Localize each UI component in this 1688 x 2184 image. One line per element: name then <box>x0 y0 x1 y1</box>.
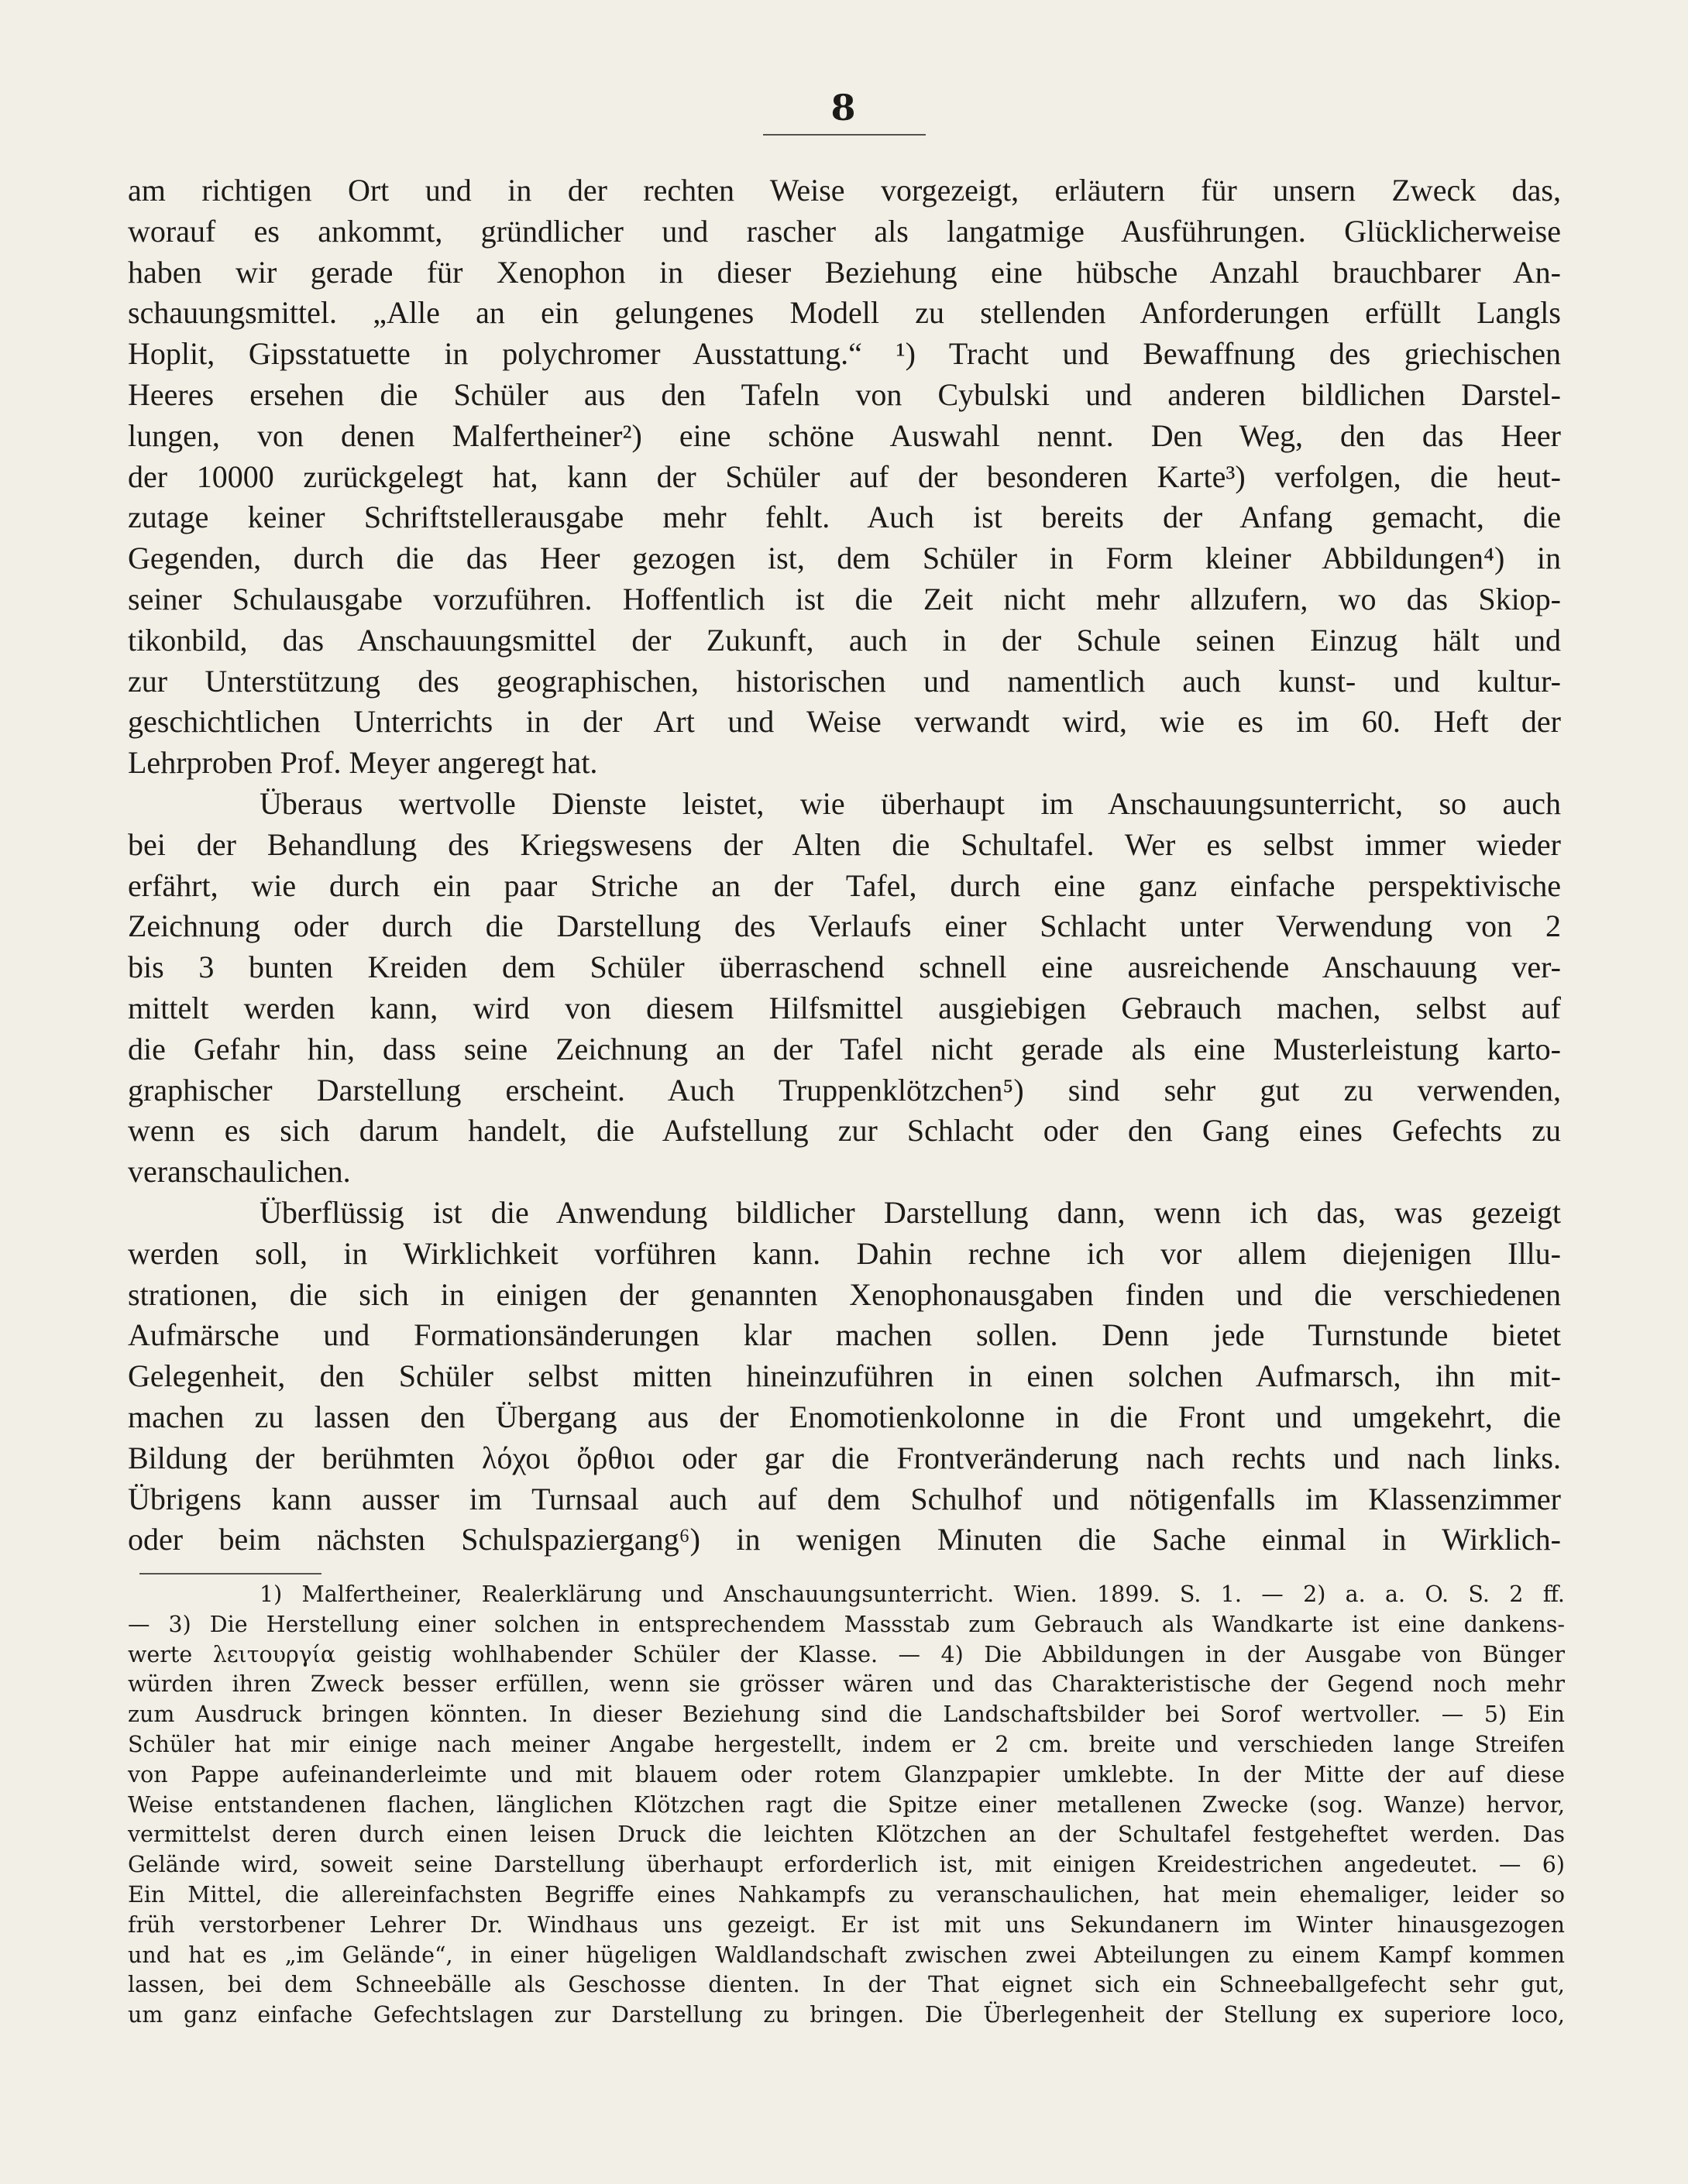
body-line: bis 3 bunten Kreiden dem Schüler überraschend schnell eine ausreichende Anschauung ver- <box>128 949 1561 985</box>
body-line: Gegenden, durch die das Heer gezogen ist, dem Schüler in Form kleiner Abbildungen⁴) in <box>128 541 1561 576</box>
body-line: geschichtlichen Unterrichts in der Art und Weise verwandt wird, wie es im 60. Heft der <box>128 704 1561 740</box>
body-line: worauf es ankommt, gründlicher und rascher als langatmige Ausführungen. Glücklicherweise <box>128 213 1561 249</box>
footnote-rule <box>139 1573 321 1574</box>
body-line: bei der Behandlung des Kriegswesens der Alten die Schultafel. Wer es selbst immer wieder <box>128 826 1561 862</box>
body-line: lungen, von denen Malfertheiner²) eine schöne Auswahl nennt. Den Weg, den das Heer <box>128 417 1561 453</box>
body-line: werden soll, in Wirklichkeit vorführen kann. Dahin rechne ich vor allem diejenigen Illu- <box>128 1235 1561 1271</box>
page-number: 8 <box>830 87 858 129</box>
footnote-line: Gelände wird, soweit seine Darstellung überhaupt erforderlich ist, mit einigen Kreidestrichen angedeutet. — 6) <box>128 1852 1565 1878</box>
body-line: Gelegenheit, den Schüler selbst mitten hineinzuführen in einen solchen Aufmarsch, ihn mit- <box>128 1358 1561 1394</box>
body-line: strationen, die sich in einigen der genannten Xenophonausgaben finden und die verschiedenen <box>128 1276 1561 1312</box>
body-line: haben wir gerade für Xenophon in dieser Beziehung eine hübsche Anzahl brauchbarer An- <box>128 254 1561 290</box>
footnote-line: Schüler hat mir einige nach meiner Angabe hergestellt, indem er 2 cm. breite und verschieden lange Streifen <box>128 1731 1565 1757</box>
footnote-line: früh verstorbener Lehrer Dr. Windhaus uns gezeigt. Er ist mit uns Sekundanern im Winter hinausgezogen <box>128 1911 1565 1938</box>
footnote-line: von Pappe aufeinanderleimte und mit blauem oder rotem Glanzpapier umklebte. In der Mitte der auf diese <box>128 1761 1565 1787</box>
footnote-line: zum Ausdruck bringen könnten. In dieser Beziehung sind die Landschaftsbilder bei Sorof wertvoller. — 5) Ein <box>128 1702 1565 1728</box>
body-line: Hoplit, Gipsstatuette in polychromer Ausstattung.“ ¹) Tracht und Bewaffnung des griechischen <box>128 336 1561 372</box>
footnote-line: Weise entstandenen flachen, länglichen Klötzchen ragt die Spitze einer metallenen Zwecke (sog. Wanze) hervor, <box>128 1791 1565 1818</box>
footnote-line: Ein Mittel, die allereinfachsten Begriffe eines Nahkampfs zu veranschaulichen, hat mein ehemaliger, leider so <box>128 1881 1565 1908</box>
body-line: mittelt werden kann, wird von diesem Hilfsmittel ausgiebigen Gebrauch machen, selbst auf <box>128 990 1561 1025</box>
body-line: Übrigens kann ausser im Turnsaal auch auf dem Schulhof und nötigenfalls im Klassenzimmer <box>128 1481 1561 1516</box>
body-line: machen zu lassen den Übergang aus der Enomotienkolonne in die Front und umgekehrt, die <box>128 1399 1561 1434</box>
body-line: Lehrproben Prof. Meyer angeregt hat. <box>128 745 598 781</box>
footnote-line: lassen, bei dem Schneebälle als Geschosse dienten. In der That eignet sich ein Schneeballgefecht sehr gut, <box>128 1972 1565 1998</box>
body-line: oder beim nächsten Schulspaziergang⁶) in wenigen Minuten die Sache einmal in Wirklich- <box>128 1522 1561 1557</box>
footnote-line: werte λειτουργία geistig wohlhabender Schüler der Klasse. — 4) Die Abbildungen in der Ausgabe von Bünger <box>128 1641 1565 1667</box>
body-line: die Gefahr hin, dass seine Zeichnung an der Tafel nicht gerade als eine Musterleistung karto- <box>128 1031 1561 1066</box>
footnote-line: würden ihren Zweck besser erfüllen, wenn sie grösser wären und das Charakteristische der Gegend noch mehr <box>128 1671 1565 1698</box>
body-line: Überflüssig ist die Anwendung bildlicher Darstellung dann, wenn ich das, was gezeigt <box>260 1194 1561 1230</box>
body-line: Bildung der berühmten λόχοι ὄρθιοι oder gar die Frontveränderung nach rechts und nach links. <box>128 1440 1561 1475</box>
body-text <box>128 170 1561 1561</box>
body-line: tikonbild, das Anschauungsmittel der Zukunft, auch in der Schule seinen Einzug hält und <box>128 622 1561 658</box>
body-line: schauungsmittel. „Alle an ein gelungenes Modell zu stellenden Anforderungen erfüllt Langls <box>128 295 1561 331</box>
footnote-line: vermittelst deren durch einen leisen Druck die leichten Klötzchen an der Schultafel festgeheftet werden. Das <box>128 1822 1565 1848</box>
body-line: seiner Schulausgabe vorzuführen. Hoffentlich ist die Zeit nicht mehr allzufern, wo das Skiop- <box>128 581 1561 616</box>
footnote-line: — 3) Die Herstellung einer solchen in entsprechendem Massstab zum Gebrauch als Wandkarte ist eine dankens- <box>128 1611 1565 1637</box>
footnote-line: und hat es „im Gelände“, in einer hügeligen Waldlandschaft zwischen zwei Abteilungen zu einem Kampf kommen <box>128 1942 1565 1968</box>
body-line: Aufmärsche und Formationsänderungen klar machen sollen. Denn jede Turnstunde bietet <box>128 1317 1561 1353</box>
body-line: zutage keiner Schriftstellerausgabe mehr fehlt. Auch ist bereits der Anfang gemacht, die <box>128 500 1561 535</box>
header-rule <box>763 134 926 136</box>
body-line: graphischer Darstellung erscheint. Auch Truppenklötzchen⁵) sind sehr gut zu verwenden, <box>128 1072 1561 1107</box>
body-line: am richtigen Ort und in der rechten Weise vorgezeigt, erläutern für unsern Zweck das, <box>128 173 1561 208</box>
body-line: der 10000 zurückgelegt hat, kann der Schüler auf der besonderen Karte³) verfolgen, die heut- <box>128 458 1561 494</box>
body-line: Überaus wertvolle Dienste leistet, wie überhaupt im Anschauungsunterricht, so auch <box>260 785 1561 821</box>
footnote-line: 1) Malfertheiner, Realerklärung und Anschauungsunterricht. Wien. 1899. S. 1. — 2) a. a. O. S. 2 ff. <box>260 1581 1565 1607</box>
body-line: wenn es sich darum handelt, die Aufstellung zur Schlacht oder den Gang eines Gefechts zu <box>128 1113 1561 1149</box>
footnotes <box>128 1580 1565 2031</box>
body-line: veranschaulichen. <box>128 1154 351 1190</box>
body-line: Zeichnung oder durch die Darstellung des Verlaufs einer Schlacht unter Verwendung von 2 <box>128 908 1561 944</box>
body-line: Heeres ersehen die Schüler aus den Tafeln von Cybulski und anderen bildlichen Darstel- <box>128 376 1561 412</box>
footnote-line: um ganz einfache Gefechtslagen zur Darstellung zu bringen. Die Überlegenheit der Stellung ex superiore loco, <box>128 2002 1565 2028</box>
body-line: erfährt, wie durch ein paar Striche an der Tafel, durch eine ganz einfache perspektivische <box>128 867 1561 903</box>
body-line: zur Unterstützung des geographischen, historischen und namentlich auch kunst- und kultur- <box>128 663 1561 699</box>
